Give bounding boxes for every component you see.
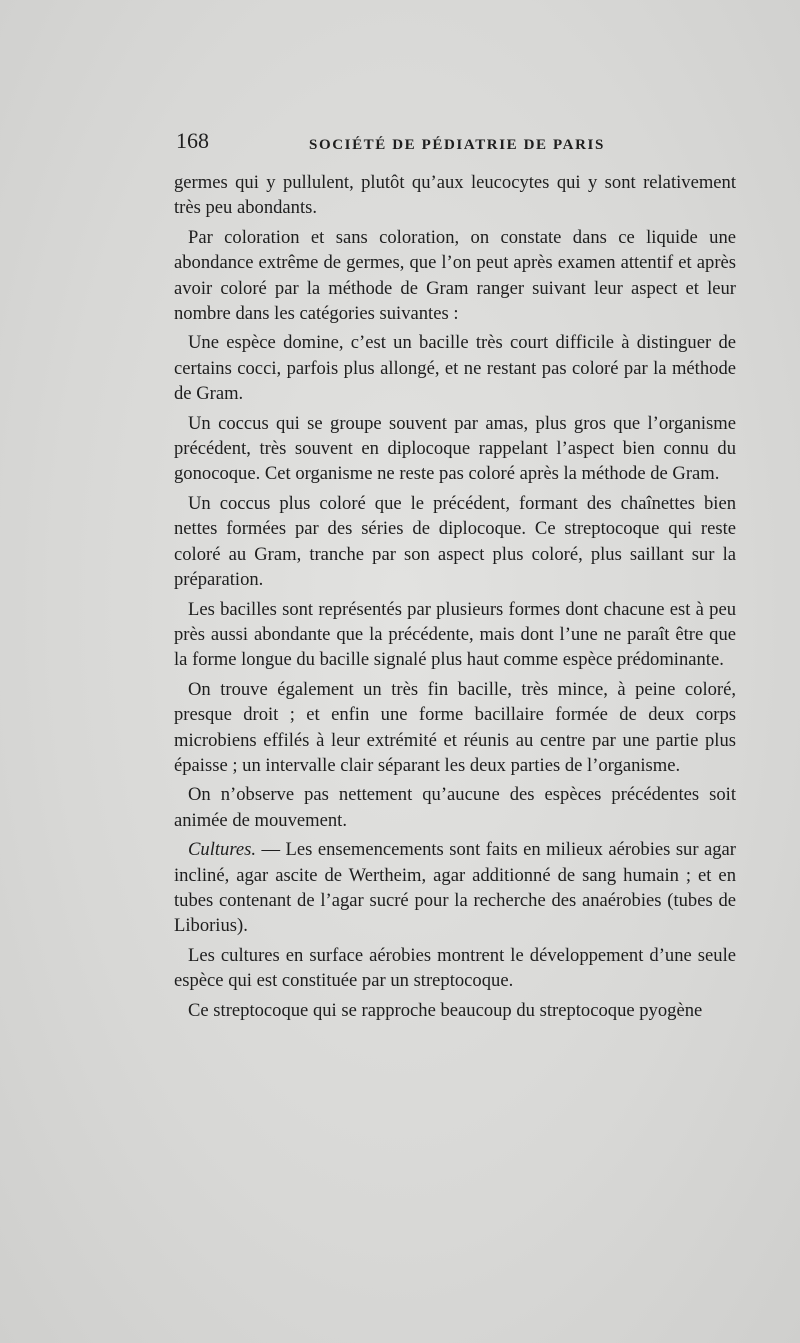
paragraph-last: Ce streptocoque qui se rapproche beaucoup du streptocoque pyogène xyxy=(188,999,703,1021)
cultures-heading: Cultures. xyxy=(188,839,257,861)
cultures-text: — Les ensemencements sont faits en milieux aérobies sur agar incliné, agar ascite de Wertheim, agar additionné de sang humain ; et en tubes contenant de l’agar sucré pour la recherche des anaérobies (tubes de Liborius). xyxy=(174,839,736,937)
body-text xyxy=(174,170,736,1027)
paragraph: Une espèce domine, c’est un bacille très court difficile à distinguer de certains cocci, parfois plus allongé, et ne restant pas coloré par la méthode de Gram. xyxy=(174,332,736,405)
paragraph: Par coloration et sans coloration, on constate dans ce liquide une abondance extrême de germes, que l’on peut après examen attentif et après avoir coloré par la méthode de Gram ranger suivant leur aspect et leur nombre dans les catégories suivantes : xyxy=(174,226,736,325)
paragraph: On n’observe pas nettement qu’aucune des espèces précédentes soit animée de mouvement. xyxy=(174,784,736,831)
paragraph-cultures xyxy=(174,837,736,939)
paragraph: Un coccus qui se groupe souvent par amas, plus gros que l’organisme précédent, très souvent en diplocoque rappelant l’aspect bien connu du gonocoque. Cet organisme ne reste pas coloré après la méthode de Gram. xyxy=(174,412,736,485)
paragraph: Les bacilles sont représentés par plusieurs formes dont chacune est à peu près aussi abondante que la précédente, mais dont l’une ne paraît être que la forme longue du bacille signalé plus haut comme espèce prédominante. xyxy=(174,598,736,671)
page-number: 168 xyxy=(176,128,209,153)
paragraph: On trouve également un très fin bacille, très mince, à peine coloré, presque droit ; et enfin une forme bacillaire formée de deux corps microbiens effilés à leur extrémité et réunis au centre par une partie plus épaisse ; un intervalle clair séparant les deux parties de l’organisme. xyxy=(174,678,736,776)
running-head: SOCIÉTÉ DE PÉDIATRIE DE PARIS xyxy=(309,137,605,153)
page-header xyxy=(176,128,736,160)
paragraph: Les cultures en surface aérobies montrent le développement d’une seule espèce qui est constituée par un streptocoque. xyxy=(174,944,736,992)
paragraph: Un coccus plus coloré que le précédent, formant des chaînettes bien nettes formées par des séries de diplocoque. Ce streptocoque qui reste coloré au Gram, tranche par son aspect plus coloré, plus saillant sur la préparation. xyxy=(174,492,736,591)
paragraph-continuation: germes qui y pullulent, plutôt qu’aux leucocytes qui y sont relativement très peu abondants. xyxy=(174,172,736,219)
